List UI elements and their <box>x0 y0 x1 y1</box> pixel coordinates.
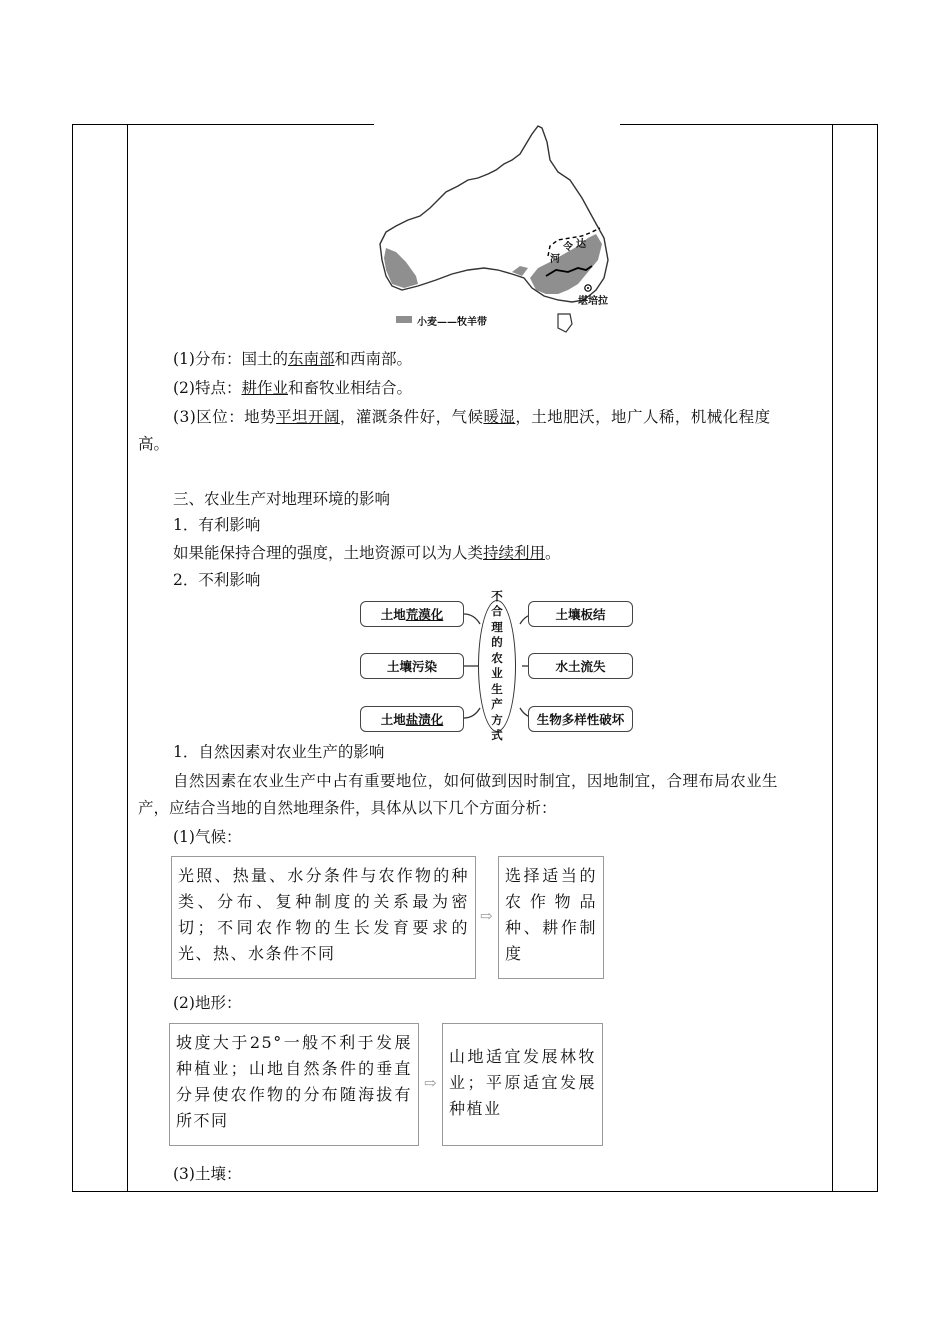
location-line: (3)区位：地势平坦开阔，灌溉条件好，气候暖湿，土地肥沃，地广人稀，机械化程度 <box>173 408 771 426</box>
cause-ellipse <box>478 588 516 742</box>
australia-map <box>372 120 622 342</box>
answer-flat: 平坦开阔 <box>276 408 340 426</box>
terrain-arrow-icon: ⇨ <box>424 1074 437 1092</box>
terrain-condition-box: 坡度大于25°一般不利于发展种植业；山地自然条件的垂直分异使农作物的分布随海拔有所不同 <box>169 1023 419 1146</box>
answer-warm-humid: 暖湿 <box>483 408 516 426</box>
impact-desertification: 土地 荒漠化 <box>360 601 464 627</box>
river-label-he: 河 <box>550 254 560 265</box>
cause-text: 不合理的农业生产方式 <box>491 588 503 742</box>
table-divider-left <box>127 124 128 1192</box>
impact-soil-pollution: 土壤污染 <box>360 653 464 679</box>
natural-factors-heading: 1．自然因素对农业生产的影响 <box>173 743 385 761</box>
climate-condition-box: 光照、热量、水分条件与农作物的种类、分布、复种制度的关系最为密切；不同农作物的生长发育要求的光、热、水条件不同 <box>171 856 476 979</box>
tasmania <box>558 314 572 332</box>
river-label-da: 达 <box>576 239 586 250</box>
impact-soil-erosion: 水土流失 <box>528 653 633 679</box>
soil-label: (3)土壤： <box>173 1165 242 1183</box>
river-label-ling: 令 <box>563 242 573 253</box>
favorable-impact-heading: 1．有利影响 <box>173 516 261 534</box>
unfavorable-impact-heading: 2．不利影响 <box>173 571 261 589</box>
impact-soil-compaction: 土壤板结 <box>528 601 633 627</box>
impact-salinization: 土地 盐渍化 <box>360 706 464 732</box>
answer-farming: 耕作业 <box>241 379 288 397</box>
terrain-label: (2)地形： <box>173 994 242 1012</box>
distribution-line: (1)分布：国土的东南部和西南部。 <box>173 350 412 368</box>
terrain-result-box: 山地适宜发展林牧业；平原适宜发展种植业 <box>442 1023 603 1146</box>
table-divider-right <box>832 124 833 1192</box>
section3-heading: 三、农业生产对地理环境的影响 <box>173 490 391 508</box>
climate-arrow-icon: ⇨ <box>480 907 493 925</box>
answer-sustainable: 持续利用 <box>483 544 546 562</box>
feature-line: (2)特点：耕作业和畜牧业相结合。 <box>173 379 412 397</box>
climate-label: (1)气候： <box>173 828 242 846</box>
map-legend-label: 小麦——牧羊带 <box>417 317 487 328</box>
canberra-label: 堪培拉 <box>578 296 608 307</box>
answer-southeast: 东南部 <box>287 350 335 368</box>
favorable-impact-text: 如果能保持合理的强度，土地资源可以为人类持续利用。 <box>173 544 561 562</box>
location-line-wrap: 高。 <box>138 435 170 453</box>
climate-result-box: 选择适当的农作物品种、耕作制度 <box>498 856 604 979</box>
natural-factors-para-line1: 自然因素在农业生产中占有重要地位，如何做到因时制宜，因地制宜，合理布局农业生 <box>173 772 778 790</box>
legend-swatch <box>396 316 412 323</box>
impact-biodiversity-loss: 生物多样性破坏 <box>528 706 633 732</box>
natural-factors-para-line2: 产，应结合当地的自然地理条件，具体从以下几个方面分析： <box>138 799 557 817</box>
